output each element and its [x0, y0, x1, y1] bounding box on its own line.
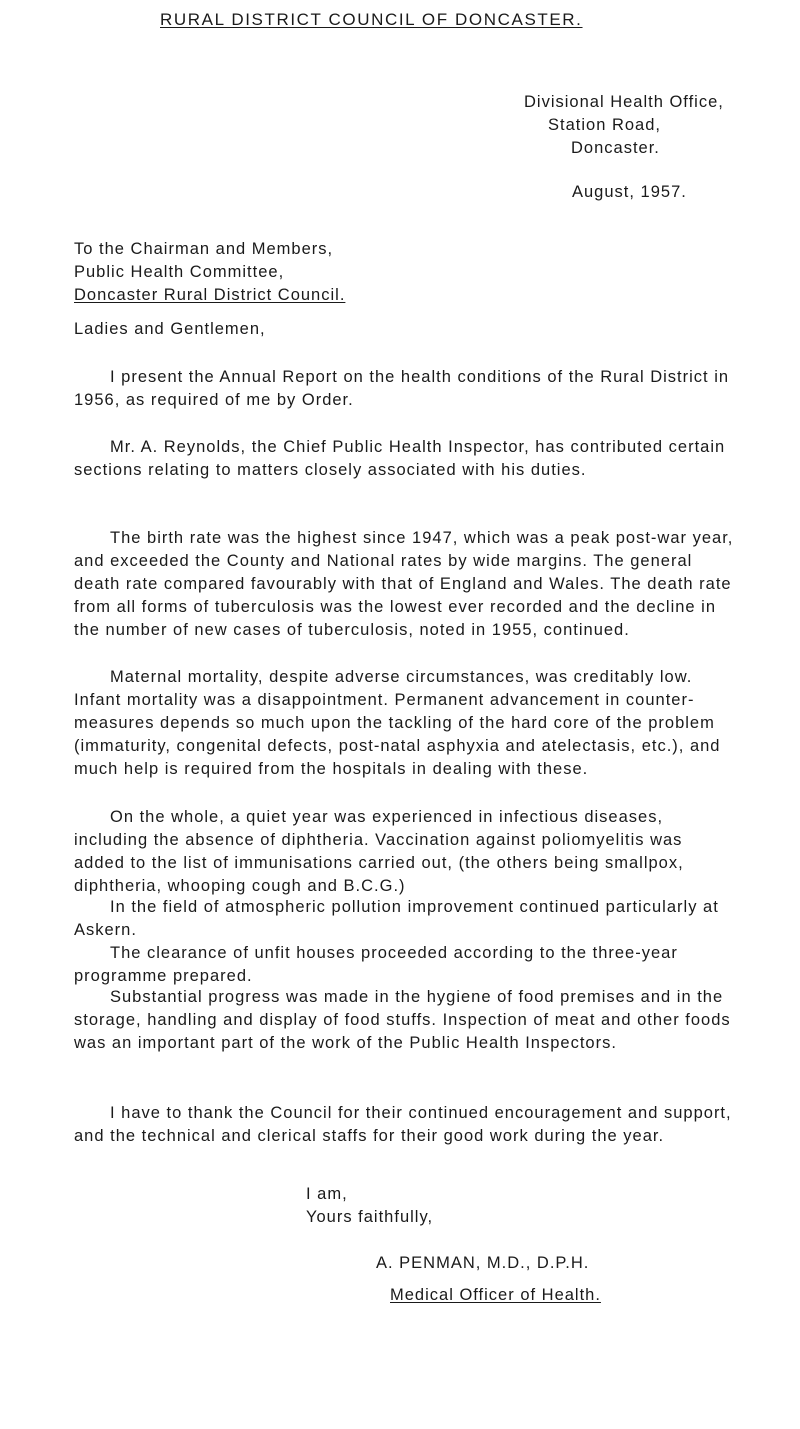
body-paragraph: Maternal mortality, despite adverse circumstances, was creditably low. Infant mortality was a disappointment. Permanent advancement in counter-measures depends so much upon the tackling of the hard core of the problem (immaturity, congenital defects, post-natal asphyxia and atelectasis, etc.), and much help is required from the hospitals in dealing with these.	[74, 668, 721, 778]
sender-address-line: Divisional Health Office,	[524, 93, 724, 111]
recipient-line: Public Health Committee,	[74, 263, 285, 281]
body-paragraph: On the whole, a quiet year was experienced in infectious diseases, including the absence of diphtheria. Vaccination against poliomyelitis was added to the list of immunisations carried out, (the others being smallpox, diphtheria, whooping cough and B.C.G.)	[74, 808, 684, 895]
letter-date: August, 1957.	[572, 183, 687, 201]
signatory-title: Medical Officer of Health.	[390, 1286, 601, 1304]
body-paragraph: I have to thank the Council for their continued encouragement and support, and the technical and clerical staffs for their good work during the year.	[74, 1104, 732, 1145]
body-paragraph: The birth rate was the highest since 1947, which was a peak post-war year, and exceeded the County and National rates by wide margins. The general death rate compared favourably with that of England and Wales. The death rate from all forms of tuberculosis was the lowest ever recorded and the decline in the number of new cases of tuberculosis, noted in 1955, continued.	[74, 529, 734, 639]
body-paragraph: Mr. A. Reynolds, the Chief Public Health Inspector, has contributed certain sections relating to matters closely associated with his duties.	[74, 438, 726, 479]
body-paragraph: Substantial progress was made in the hygiene of food premises and in the storage, handling and display of food stuffs. Inspection of meat and other foods was an important part of the work of the Public Health Inspectors.	[74, 988, 731, 1052]
recipient-line: To the Chairman and Members,	[74, 240, 334, 258]
body-paragraph: In the field of atmospheric pollution improvement continued particularly at Askern.	[74, 898, 719, 939]
complimentary-close	[306, 1183, 433, 1229]
body-paragraph: The clearance of unfit houses proceeded according to the three-year programme prepared.	[74, 944, 678, 985]
closing-line: Yours faithfully,	[306, 1208, 434, 1226]
recipient-line: Doncaster Rural District Council.	[74, 286, 346, 304]
sender-address-line: Station Road,	[548, 116, 661, 134]
document-heading: RURAL DISTRICT COUNCIL OF DONCASTER.	[160, 10, 583, 29]
sender-address-line: Doncaster.	[571, 139, 660, 157]
closing-line: I am,	[306, 1185, 348, 1203]
body-paragraph: I present the Annual Report on the health conditions of the Rural District in 1956, as required of me by Order.	[74, 368, 730, 409]
signature-name: A. PENMAN, M.D., D.P.H.	[376, 1254, 590, 1272]
salutation: Ladies and Gentlemen,	[74, 320, 266, 338]
sender-address	[524, 91, 724, 160]
recipient-address	[74, 238, 345, 307]
